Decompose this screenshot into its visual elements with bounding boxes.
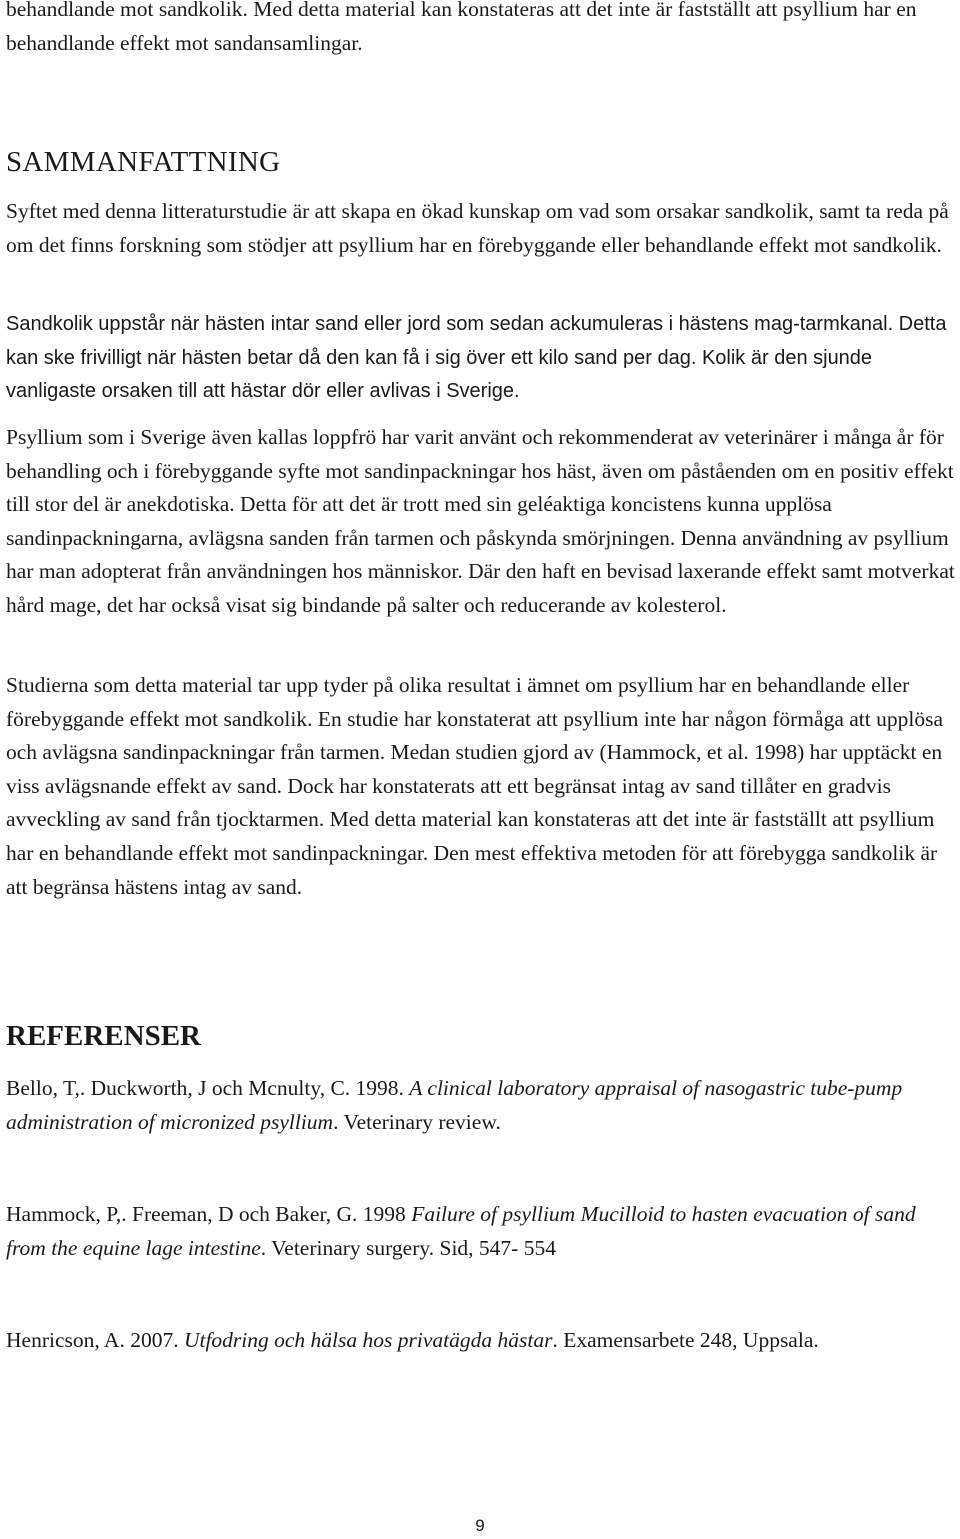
reference-authors: Henricson, A. 2007. — [6, 1328, 184, 1352]
reference-title: Failure of psyllium Mucilloid to hasten evacuation of sand from the equine lage intestine — [6, 1202, 916, 1260]
reference-authors: Hammock, P,. Freeman, D och Baker, G. 1998 — [6, 1202, 412, 1226]
reference-title: A clinical laboratory appraisal of nasogastric tube-pump administration of micronized psyllium — [6, 1076, 903, 1134]
reference-source: . Veterinary surgery. Sid, 547- 554 — [260, 1235, 556, 1260]
page-number: 9 — [475, 1516, 485, 1535]
summary-paragraph-studies: Studierna som detta material tar upp tyder på olika resultat i ämnet om psyllium har en behandlande eller förebyggande effekt mot sandkolik. En studie har konstaterat att psyllium inte har någon förmåga att upplösa och avlägsna sandinpackningar från tarmen. Medan studien gjord av (Hammock, et al. 1998) har upptäckt en viss avlägsnande effekt av sand. Dock har konstaterats att ett begränsat intag av sand tillåter en gradvis avveckling av sand från tjocktarmen. Med detta material kan konstateras att det inte är fastställt att psyllium har en behandlande effekt mot sandinpackningar. Den mest effektiva metoden för att förebygga sandkolik är att begränsa hästens intag av sand. — [6, 673, 943, 899]
reference-item — [6, 1324, 956, 1358]
reference-source: . Examensarbete 248, Uppsala. — [552, 1328, 819, 1352]
summary-paragraph-psyllium: Psyllium som i Sverige även kallas loppfrö har varit använt och rekommenderat av veterinärer i många år för behandling och i förebyggande syfte mot sandinpackningar hos häst, även om påståenden om en positiv effekt till stor del är anekdotiska. Detta för att det är trott med sin geléaktiga koncistens kunna upplösa sandinpackningarna, avlägsna sanden från tarmen och påskynda smörjningen. Denna användning av psyllium har man adopterat från användningen hos människor. Där den haft en bevisad laxerande effekt samt motverkat hård mage, det har också visat sig bindande på salter och reducerande av kolesterol. — [6, 425, 955, 617]
continued-paragraph: behandlande mot sandkolik. Med detta material kan konstateras att det inte är fastställt att psyllium har en behandlande effekt mot sandansamlingar. — [6, 0, 917, 55]
reference-authors: Bello, T,. Duckworth, J och Mcnulty, C. 1998. — [6, 1076, 410, 1100]
reference-item — [6, 1072, 956, 1139]
reference-title: Utfodring och hälsa hos privatägda hästar — [183, 1328, 553, 1352]
summary-paragraph-cause: Sandkolik uppstår när hästen intar sand eller jord som sedan ackumuleras i hästens mag-tarmkanal. Detta kan ske frivilligt när hästen betar då den kan få i sig över ett kilo sand per dag. Kolik är den sjunde vanligaste orsaken till att hästar dör eller avlivas i Sverige. — [6, 313, 947, 403]
summary-heading: SAMMANFATTNING — [6, 146, 281, 178]
references-heading: REFERENSER — [6, 1020, 201, 1052]
reference-source: . Veterinary review. — [333, 1109, 501, 1134]
reference-item — [6, 1198, 956, 1265]
summary-paragraph-purpose: Syftet med denna litteraturstudie är att skapa en ökad kunskap om vad som orsakar sandkolik, samt ta reda på om det finns forskning som stödjer att psyllium har en förebyggande eller behandlande effekt mot sandkolik. — [6, 199, 949, 257]
